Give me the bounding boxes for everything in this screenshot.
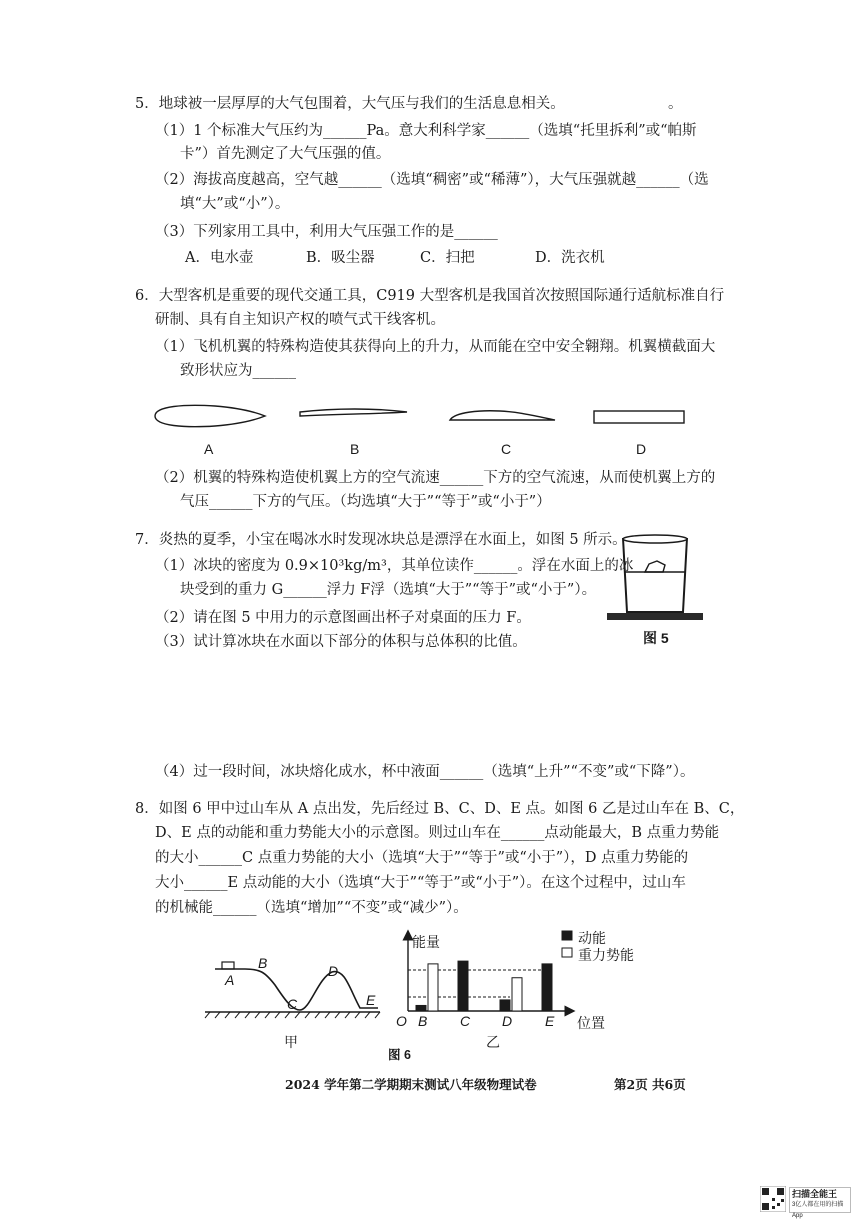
bar-e-kinetic [542, 964, 552, 1011]
legend-swatch-kinetic [562, 931, 572, 940]
wing-label-a: A [204, 441, 214, 457]
q5-option-c: C．扫把 [420, 250, 475, 266]
footer-page-number: 第2页 共6页 [614, 1077, 686, 1092]
q8-line2: D、E 点的动能和重力势能大小的示意图。则过山车在______点动能最大，B 点重力势能 [155, 825, 720, 841]
q5-option-d: D．洗衣机 [535, 250, 605, 266]
q6-part1-line2: 致形状应为______ [180, 363, 296, 379]
wing-label-b: B [350, 441, 360, 457]
x-tick-e: E [545, 1013, 555, 1029]
bar-d-potential [512, 978, 522, 1011]
q6-stem-line2: 研制、具有自主知识产权的喷气式干线客机。 [155, 312, 445, 328]
q7-part1-line2: 块受到的重力 G______浮力 F浮（选填“大于”“等于”或“小于”）。 [180, 582, 597, 598]
wing-label-d: D [636, 441, 647, 457]
q5-option-a: A．电水壶 [185, 250, 254, 266]
figure-5-caption: 图 5 [643, 630, 669, 646]
ice-cube [645, 561, 665, 572]
q7-stem: 7．炎热的夏季，小宝在喝冰水时发现冰块总是漂浮在水面上，如图 5 所示。 [135, 532, 627, 548]
legend-potential-label: 重力势能 [578, 947, 634, 963]
figure-6-right-caption: 乙 [486, 1034, 500, 1050]
track-label-a: A [225, 972, 235, 988]
bar-b-kinetic [416, 1005, 426, 1011]
q5-option-b: B．吸尘器 [306, 250, 375, 266]
q6-part1-line1: （1）飞机机翼的特殊构造使其获得向上的升力，从而能在空中安全翱翔。机翼横截面大 [155, 339, 716, 355]
bar-c-kinetic [458, 961, 468, 1011]
track-label-b: B [258, 955, 268, 971]
wing-shape-d [594, 411, 684, 423]
x-tick-b: B [418, 1013, 428, 1029]
q8-line3: 的大小______C 点重力势能的大小（选填“大于”“等于”或“小于”），D 点重力势能的 [155, 850, 689, 866]
tabletop [607, 613, 703, 620]
figure-6-left-caption: 甲 [284, 1034, 298, 1050]
q8-line4: 大小______E 点动能的大小（选填“大于”“等于”或“小于”）。在这个过程中，过山车 [155, 875, 686, 891]
scanner-app-tagline: 3亿人都在用的扫描App [792, 1202, 844, 1219]
wing-shape-a [155, 405, 265, 426]
q6-part2-line2: 气压______下方的气压。（均选填“大于”“等于”或“小于”） [180, 494, 551, 510]
y-axis-label: 能量 [412, 934, 440, 950]
footer-exam-title: 2024 学年第二学期期末测试八年级物理试卷 [285, 1077, 537, 1092]
figure-5-glass [605, 530, 705, 625]
q8-line5: 的机械能______（选填“增加”“不变”或“减少”）。 [155, 900, 468, 916]
wing-shape-b [300, 409, 407, 416]
qr-code-icon [760, 1186, 786, 1212]
scanner-app-badge [789, 1187, 851, 1219]
q5-part2-line1: （2）海拔高度越高，空气越______（选填“稠密”或“稀薄”），大气压强就越______（选 [155, 172, 709, 188]
track-label-c: C [287, 996, 298, 1012]
q7-part2: （2）请在图 5 中用力的示意图画出杯子对桌面的压力 F。 [155, 610, 531, 626]
q5-stem: 5．地球被一层厚厚的大气包围着，大气压与我们的生活息息相关。 [135, 96, 565, 112]
q7-part4: （4）过一段时间，冰块熔化成水，杯中液面______（选填“上升”“不变”或“下降”）。 [155, 764, 695, 780]
q7-part3: （3）试计算冰块在水面以下部分的体积与总体积的比值。 [155, 634, 527, 650]
coaster-car [222, 962, 234, 969]
wing-shape-c [450, 411, 555, 420]
wing-shapes-figure [145, 398, 705, 438]
q6-part2-line1: （2）机翼的特殊构造使机翼上方的空气流速______下方的空气流速，从而使机翼上方的 [155, 470, 716, 486]
q5-part2-line2: 填“大”或“小”）。 [180, 196, 290, 212]
q5-part1-line2: 卡”）首先测定了大气压强的值。 [180, 146, 391, 162]
bar-d-kinetic [500, 1000, 510, 1011]
q7-part1-line1: （1）冰块的密度为 0.9×10³kg/m³，其单位读作______。浮在水面上的冰 [155, 558, 634, 574]
stray-dot: 。 [668, 96, 683, 112]
origin-label: O [396, 1013, 407, 1029]
x-axis-label: 位置 [577, 1015, 605, 1031]
x-tick-d: D [502, 1013, 513, 1029]
q5-part1-line1: （1）1 个标准大气压约为______Pa。意大利科学家______（选填“托里拆利”或“帕斯 [155, 123, 697, 139]
scanner-app-name: 扫描全能王 [792, 1189, 838, 1199]
q6-stem-line1: 6．大型客机是重要的现代交通工具，C919 大型客机是我国首次按照国际通行适航标准自行 [135, 288, 725, 304]
track-label-d: D [328, 963, 339, 979]
legend-kinetic-label: 动能 [578, 930, 606, 946]
glass-cup [623, 535, 687, 612]
q5-part3: （3）下列家用工具中，利用大气压强工作的是______ [155, 224, 498, 240]
figure-6-caption: 图 6 [388, 1048, 411, 1062]
legend-swatch-potential [562, 948, 572, 957]
x-tick-c: C [460, 1013, 471, 1029]
q8-line1: 8．如图 6 甲中过山车从 A 点出发，先后经过 B、C、D、E 点。如图 6 乙是过山车在 B、C， [135, 801, 745, 817]
bar-b-potential [428, 964, 438, 1011]
track-label-e: E [366, 992, 376, 1008]
wing-label-c: C [501, 441, 512, 457]
